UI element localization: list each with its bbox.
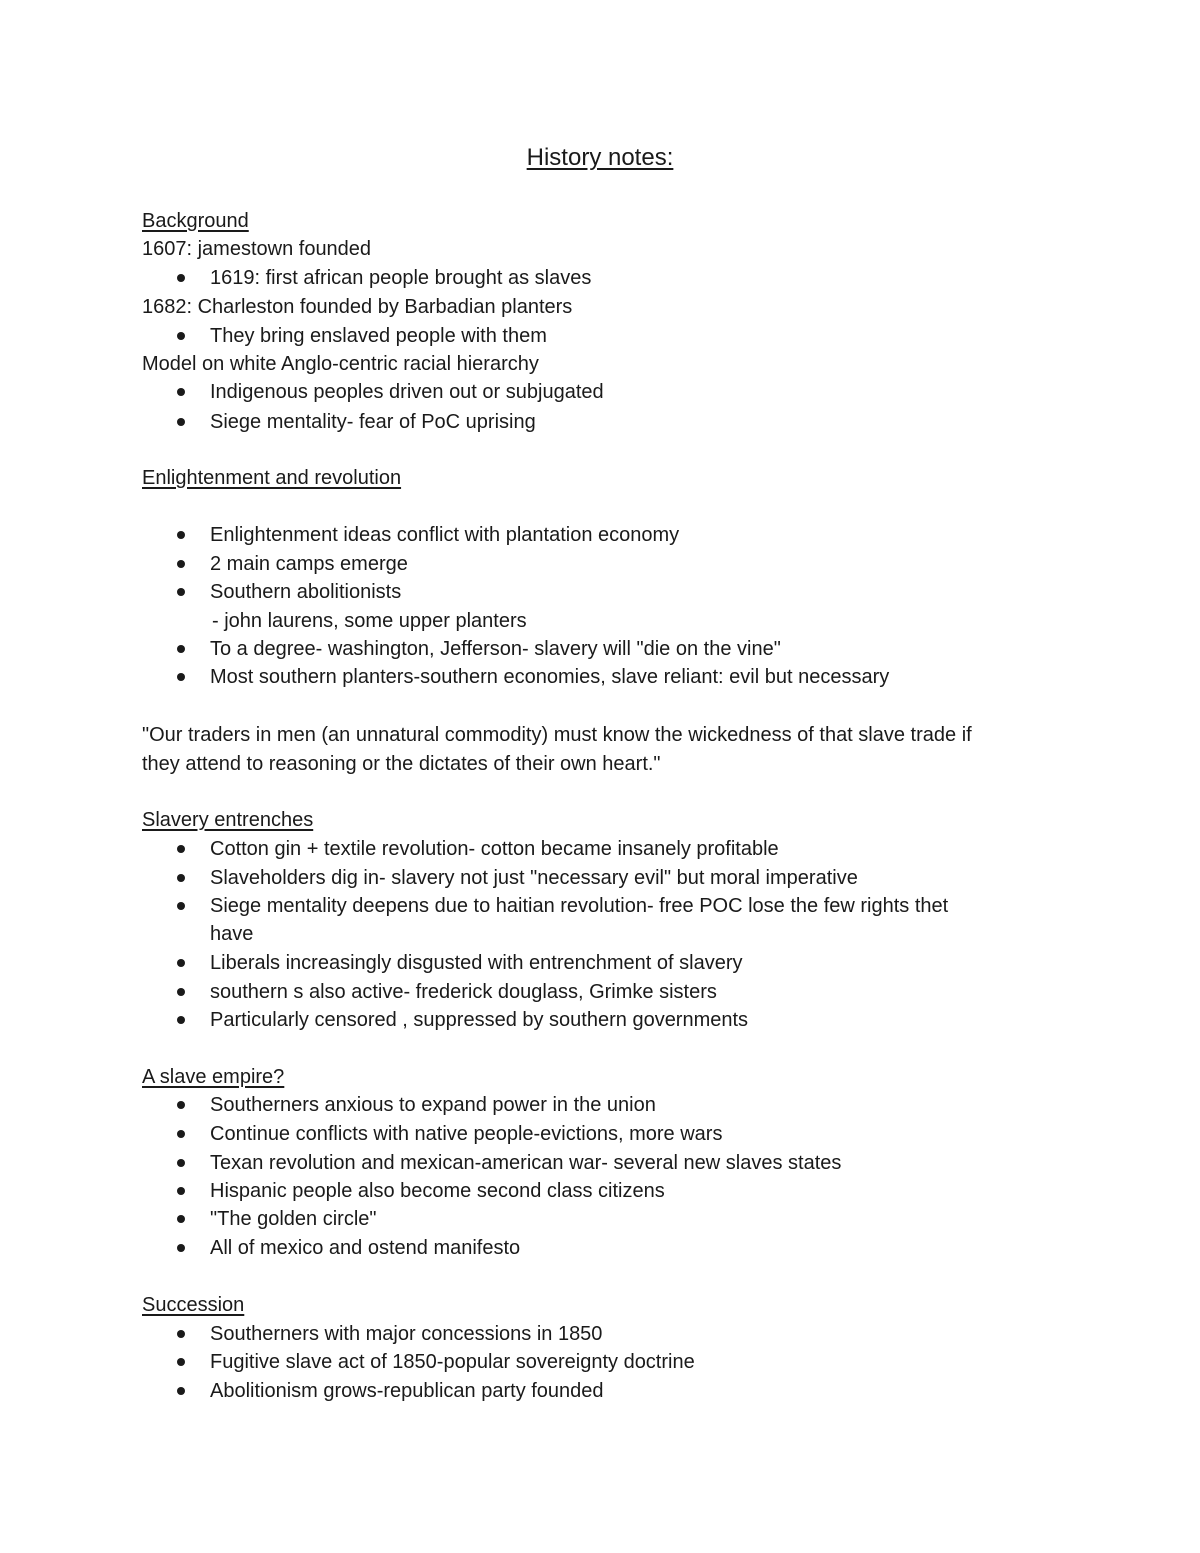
bullet-icon	[177, 588, 185, 596]
bullet-icon	[177, 332, 185, 340]
list-item	[210, 521, 679, 549]
list-item-text: Siege mentality deepens due to haitian revolution- free POC lose the few rights thet	[210, 895, 949, 917]
list-item-text: Hispanic people also become second class citizens	[210, 1180, 665, 1202]
bullet-icon	[177, 673, 185, 681]
list-item-text: Slaveholders dig in- slavery not just "necessary evil" but moral imperative	[210, 867, 858, 889]
bullet-icon	[177, 418, 185, 426]
list-item	[210, 578, 401, 606]
list-item-text: "The golden circle"	[210, 1208, 377, 1230]
list-item-text: 1619: first african people brought as slaves	[210, 267, 592, 289]
list-item-text: Siege mentality- fear of PoC uprising	[210, 411, 536, 433]
bullet-icon	[177, 1358, 185, 1366]
bullet-icon	[177, 1387, 185, 1395]
list-item-text: Particularly censored , suppressed by southern governments	[210, 1009, 749, 1031]
bullet-icon	[177, 645, 185, 653]
list-item-text: They bring enslaved people with them	[210, 325, 547, 347]
list-item	[210, 635, 781, 663]
bullet-icon	[177, 560, 185, 568]
bullet-icon	[177, 902, 185, 910]
list-item	[210, 978, 717, 1006]
list-item	[210, 408, 536, 436]
list-item-text: southern s also active- frederick douglass, Grimke sisters	[210, 981, 717, 1003]
section-heading-entrenches: Slavery entrenches	[142, 809, 314, 831]
quote-line: "Our traders in men (an unnatural commodity) must know the wickedness of that slave trade if	[142, 724, 972, 746]
list-item	[210, 1120, 722, 1148]
text-line: 1607: jamestown founded	[142, 238, 372, 260]
list-item	[210, 949, 743, 977]
list-item-text: Liberals increasingly disgusted with entrenchment of slavery	[210, 952, 743, 974]
list-item	[210, 663, 889, 691]
list-item	[210, 550, 408, 578]
list-item-text: Southern abolitionists	[210, 581, 402, 603]
bullet-icon	[177, 531, 185, 539]
list-item-text: Southerners anxious to expand power in the union	[210, 1094, 656, 1116]
list-item-text: 2 main camps emerge	[210, 553, 408, 575]
list-item-text: Southerners with major concessions in 1850	[210, 1323, 603, 1345]
list-item-text: To a degree- washington, Jefferson- slavery will "die on the vine"	[210, 638, 781, 660]
bullet-icon	[177, 388, 185, 396]
list-item-text: Most southern planters-southern economies, slave reliant: evil but necessary	[210, 666, 890, 688]
list-item	[210, 892, 948, 920]
list-item	[210, 1348, 695, 1376]
list-item-text: Cotton gin + textile revolution- cotton became insanely profitable	[210, 838, 779, 860]
section-heading-succession: Succession	[142, 1294, 245, 1316]
list-item-text: Continue conflicts with native people-evictions, more wars	[210, 1123, 723, 1145]
section-heading-enlightenment: Enlightenment and revolution	[142, 467, 402, 489]
list-item	[210, 264, 591, 292]
list-item	[210, 1177, 665, 1205]
bullet-icon	[177, 1187, 185, 1195]
list-item	[210, 835, 779, 863]
list-item	[210, 378, 604, 406]
bullet-icon	[177, 1101, 185, 1109]
bullet-icon	[177, 1215, 185, 1223]
bullet-icon	[177, 1016, 185, 1024]
list-item-text: Enlightenment ideas conflict with plantation economy	[210, 524, 680, 546]
list-item	[210, 1205, 377, 1233]
list-item	[210, 1234, 520, 1262]
sub-item: - john laurens, some upper planters	[212, 610, 527, 632]
list-item-text: Abolitionism grows-republican party founded	[210, 1380, 604, 1402]
list-item-text: Indigenous peoples driven out or subjugated	[210, 381, 604, 403]
text-line: Model on white Anglo-centric racial hierarchy	[142, 353, 539, 375]
list-item	[210, 1091, 656, 1119]
list-item	[210, 1377, 604, 1405]
bullet-icon	[177, 1159, 185, 1167]
quote-line: they attend to reasoning or the dictates of their own heart."	[142, 753, 661, 775]
bullet-icon	[177, 845, 185, 853]
list-item-continuation: have	[210, 923, 254, 945]
text-line: 1682: Charleston founded by Barbadian planters	[142, 296, 573, 318]
bullet-icon	[177, 959, 185, 967]
list-item-text: Texan revolution and mexican-american war- several new slaves states	[210, 1152, 842, 1174]
bullet-icon	[177, 874, 185, 882]
list-item	[210, 1149, 841, 1177]
list-item	[210, 864, 858, 892]
bullet-icon	[177, 274, 185, 282]
bullet-icon	[177, 988, 185, 996]
page-title: History notes:	[526, 144, 674, 171]
section-heading-background: Background	[142, 210, 249, 232]
bullet-icon	[177, 1244, 185, 1252]
list-item	[210, 1320, 602, 1348]
bullet-icon	[177, 1330, 185, 1338]
bullet-icon	[177, 1130, 185, 1138]
list-item-text: All of mexico and ostend manifesto	[210, 1237, 521, 1259]
section-heading-empire: A slave empire?	[142, 1066, 285, 1088]
list-item-text: Fugitive slave act of 1850-popular sovereignty doctrine	[210, 1351, 695, 1373]
list-item	[210, 1006, 748, 1034]
list-item	[210, 322, 547, 350]
